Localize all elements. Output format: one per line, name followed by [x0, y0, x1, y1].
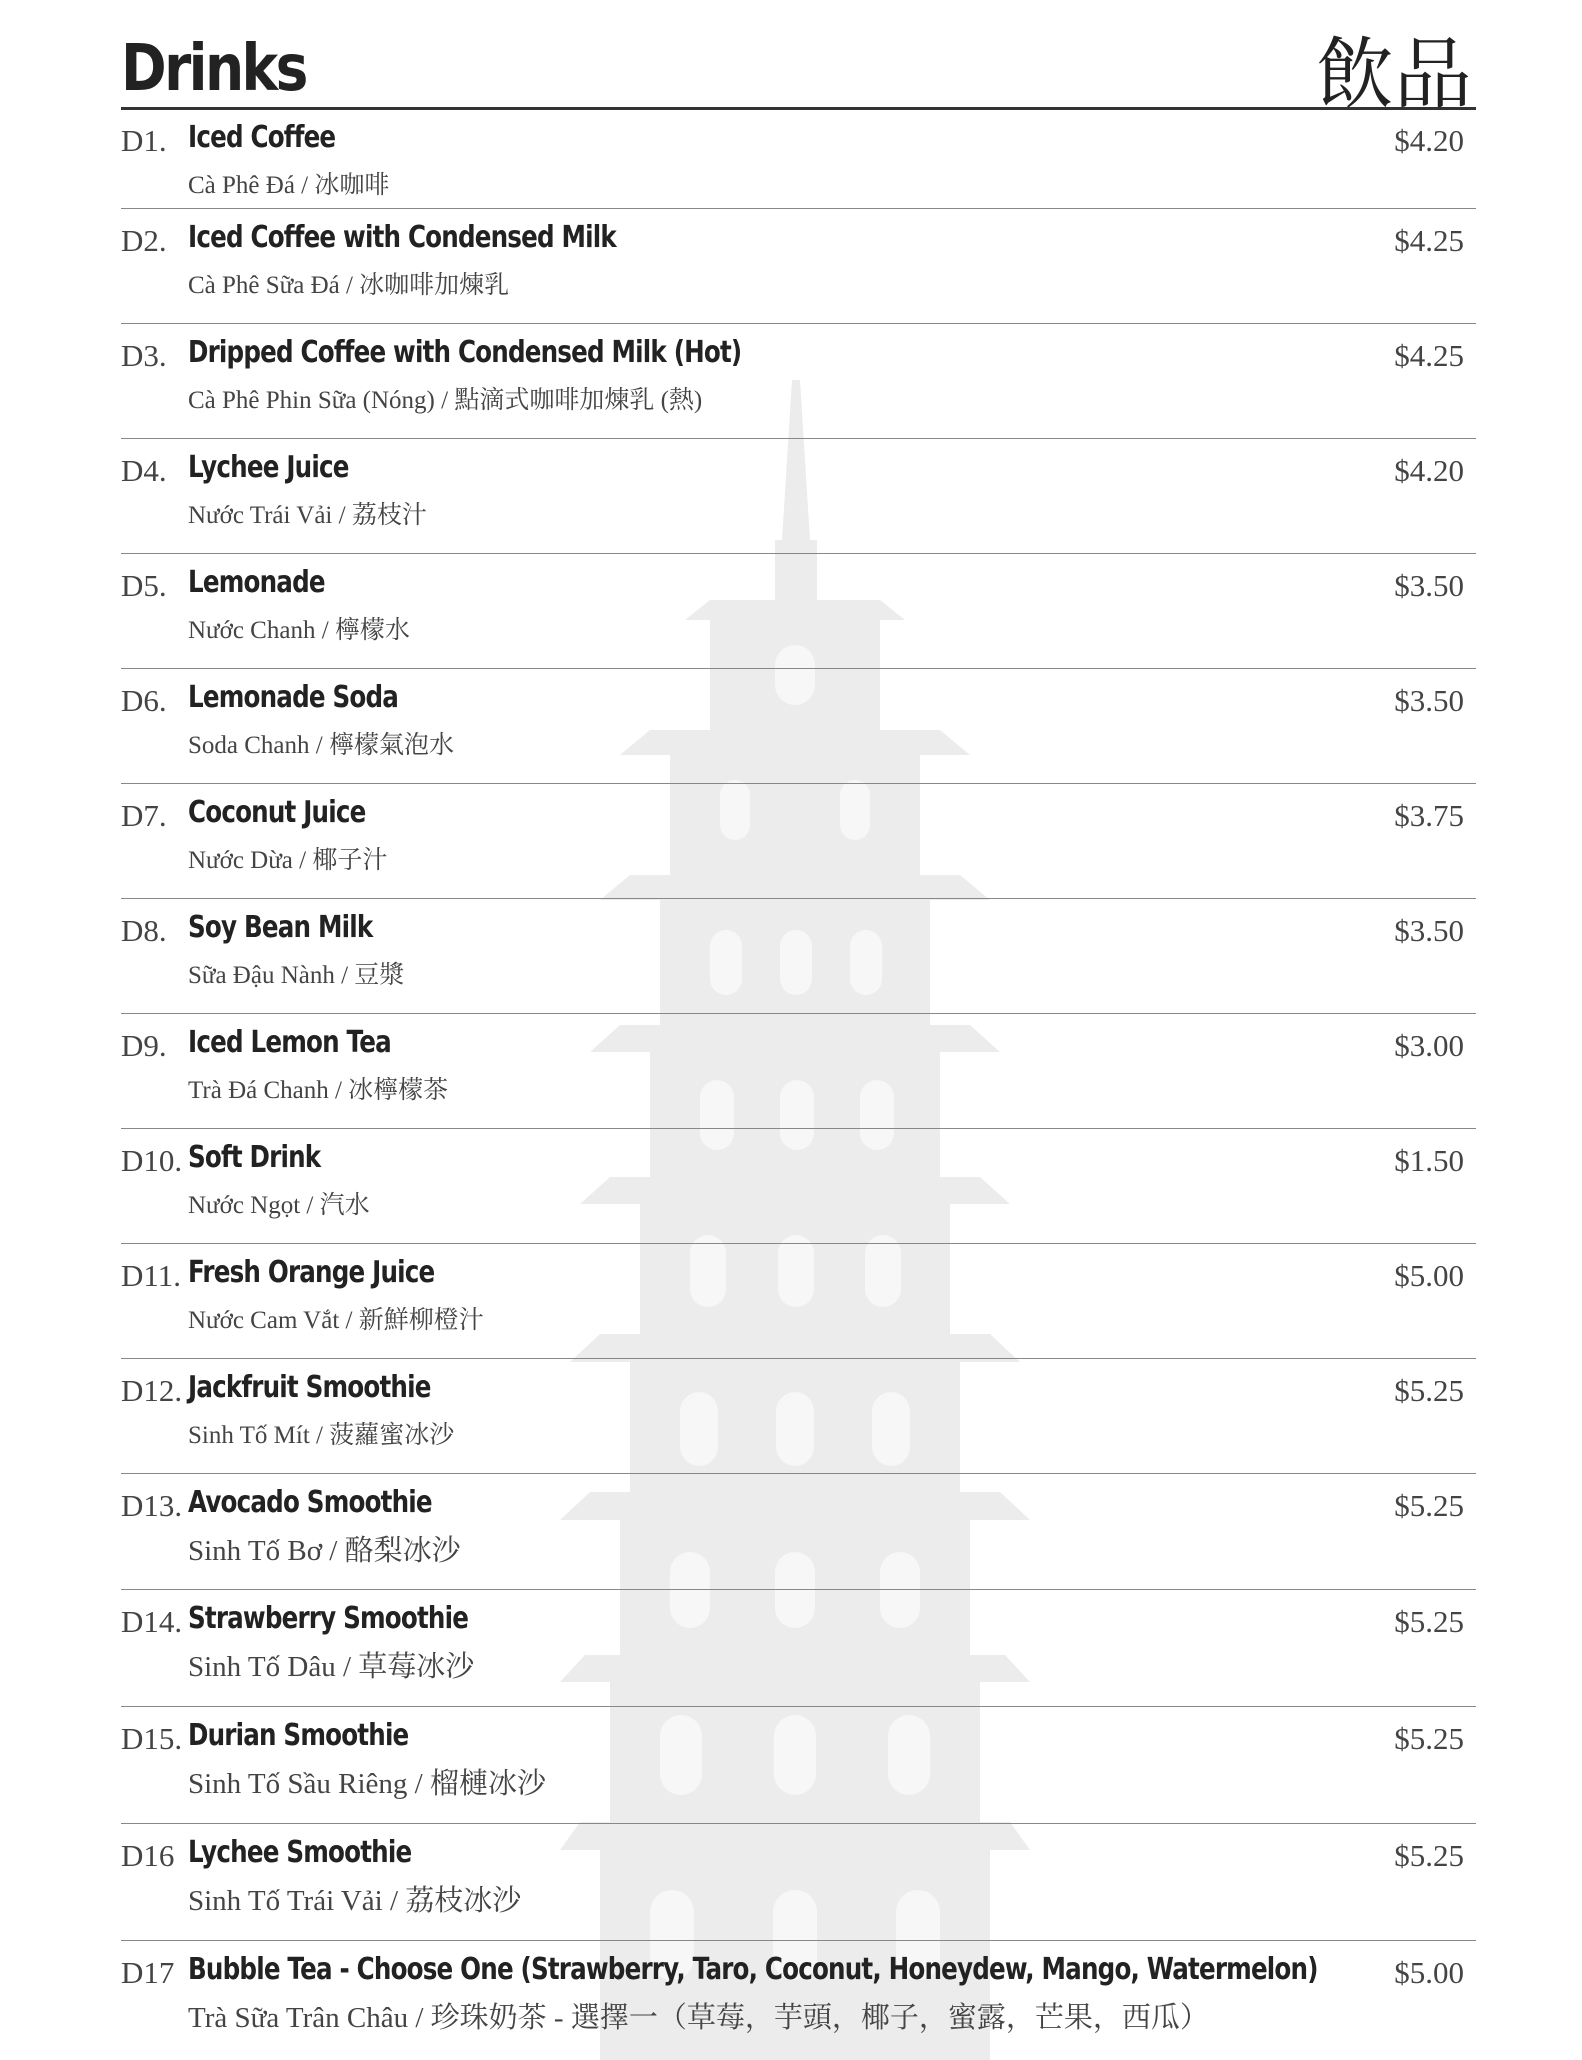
item-subtitle: Sinh Tố Bơ / 酪梨冰沙: [188, 1535, 461, 1567]
item-subtitle: Sinh Tố Dâu / 草莓冰沙: [188, 1651, 475, 1683]
menu-item: [121, 1824, 1476, 1941]
menu-item: [121, 109, 1476, 209]
item-subtitle: Sinh Tố Mít / 菠蘿蜜冰沙: [188, 1422, 455, 1449]
item-subtitle: Sinh Tố Sầu Riêng / 榴槤冰沙: [188, 1768, 546, 1800]
drinks-list: [121, 109, 1476, 2051]
item-code: D10.: [121, 1143, 183, 1178]
item-name: Avocado Smoothie: [188, 1485, 432, 1520]
menu-item: [121, 554, 1476, 669]
item-name: Bubble Tea - Choose One (Strawberry, Taro, Coconut, Honeydew, Mango, Watermelon): [188, 1952, 1318, 1987]
item-name: Strawberry Smoothie: [188, 1601, 469, 1636]
item-subtitle: Cà Phê Đá / 冰咖啡: [188, 172, 390, 199]
item-name: Durian Smoothie: [188, 1718, 409, 1753]
menu-item: [121, 1474, 1476, 1590]
item-code: D16: [121, 1838, 175, 1873]
item-subtitle: Nước Cam Vắt / 新鮮柳橙汁: [188, 1307, 484, 1334]
menu-item: [121, 439, 1476, 554]
menu-page: [121, 0, 1476, 2048]
item-subtitle: Nước Chanh / 檸檬水: [188, 617, 410, 644]
page-title: Drinks: [121, 32, 306, 106]
item-price: $4.25: [1394, 338, 1464, 373]
item-subtitle: Trà Sữa Trân Châu / 珍珠奶茶 - 選擇一（草莓，芋頭，椰子，蜜露，芒果，西瓜）: [188, 2002, 1209, 2034]
item-price: $5.00: [1394, 1955, 1464, 1990]
item-price: $3.50: [1394, 568, 1464, 603]
menu-item: [121, 1941, 1476, 2051]
item-name: Lychee Juice: [188, 450, 349, 485]
item-name: Lemonade: [188, 565, 325, 600]
menu-item: [121, 669, 1476, 784]
item-code: D6.: [121, 683, 167, 718]
item-price: $5.25: [1394, 1488, 1464, 1523]
item-price: $5.25: [1394, 1373, 1464, 1408]
menu-item: [121, 1359, 1476, 1474]
menu-item: [121, 784, 1476, 899]
item-subtitle: Cà Phê Sữa Đá / 冰咖啡加煉乳: [188, 272, 510, 299]
page-title-chinese: 飲品: [1315, 30, 1472, 120]
item-price: $5.25: [1394, 1604, 1464, 1639]
item-name: Dripped Coffee with Condensed Milk (Hot): [188, 335, 742, 370]
menu-item: [121, 1014, 1476, 1129]
item-subtitle: Trà Đá Chanh / 冰檸檬茶: [188, 1077, 449, 1104]
item-code: D17: [121, 1955, 175, 1990]
menu-item: [121, 899, 1476, 1014]
menu-item: [121, 209, 1476, 324]
item-subtitle: Sữa Đậu Nành / 豆漿: [188, 962, 405, 989]
item-code: D11.: [121, 1258, 181, 1293]
item-name: Lychee Smoothie: [188, 1835, 412, 1870]
item-price: $3.75: [1394, 798, 1464, 833]
item-code: D9.: [121, 1028, 167, 1063]
item-name: Soft Drink: [188, 1140, 321, 1175]
item-subtitle: Nước Dừa / 椰子汁: [188, 847, 388, 874]
item-subtitle: Soda Chanh / 檸檬氣泡水: [188, 732, 454, 759]
item-price: $4.20: [1394, 453, 1464, 488]
item-subtitle: Nước Ngọt / 汽水: [188, 1192, 370, 1219]
item-code: D15.: [121, 1721, 183, 1756]
item-name: Iced Lemon Tea: [188, 1025, 391, 1060]
item-name: Fresh Orange Juice: [188, 1255, 435, 1290]
item-price: $3.00: [1394, 1028, 1464, 1063]
item-price: $4.20: [1394, 123, 1464, 158]
item-price: $3.50: [1394, 913, 1464, 948]
menu-item: [121, 1590, 1476, 1707]
menu-header: [121, 10, 1476, 120]
item-code: D2.: [121, 223, 167, 258]
item-price: $1.50: [1394, 1143, 1464, 1178]
item-subtitle: Cà Phê Phin Sữa (Nóng) / 點滴式咖啡加煉乳 (熱): [188, 387, 703, 414]
item-price: $4.25: [1394, 223, 1464, 258]
menu-item: [121, 324, 1476, 439]
item-code: D12.: [121, 1373, 183, 1408]
item-code: D5.: [121, 568, 167, 603]
item-price: $5.25: [1394, 1721, 1464, 1756]
item-name: Soy Bean Milk: [188, 910, 373, 945]
menu-item: [121, 1244, 1476, 1359]
item-code: D7.: [121, 798, 167, 833]
item-code: D1.: [121, 123, 167, 158]
item-name: Iced Coffee with Condensed Milk: [188, 220, 616, 255]
item-code: D13.: [121, 1488, 183, 1523]
menu-item: [121, 1707, 1476, 1824]
item-price: $5.00: [1394, 1258, 1464, 1293]
item-code: D8.: [121, 913, 167, 948]
item-name: Iced Coffee: [188, 120, 336, 155]
item-name: Jackfruit Smoothie: [188, 1370, 431, 1405]
item-code: D3.: [121, 338, 167, 373]
item-subtitle: Sinh Tố Trái Vải / 荔枝冰沙: [188, 1885, 522, 1917]
item-code: D4.: [121, 453, 167, 488]
item-price: $3.50: [1394, 683, 1464, 718]
item-subtitle: Nước Trái Vải / 荔枝汁: [188, 502, 427, 529]
item-code: D14.: [121, 1604, 183, 1639]
item-name: Lemonade Soda: [188, 680, 399, 715]
item-price: $5.25: [1394, 1838, 1464, 1873]
item-name: Coconut Juice: [188, 795, 366, 830]
menu-item: [121, 1129, 1476, 1244]
